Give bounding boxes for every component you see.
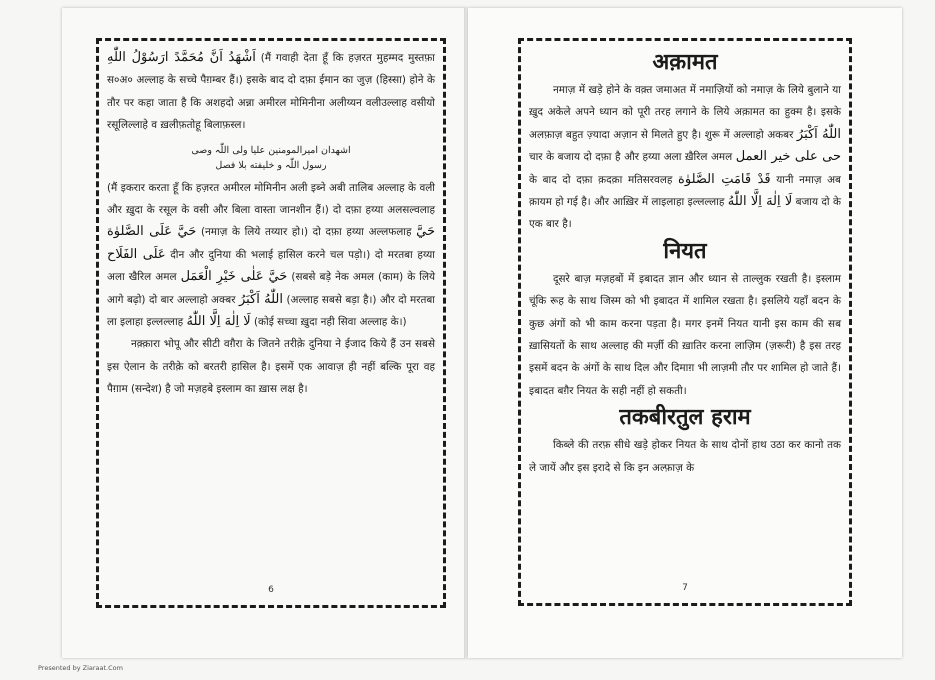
body-paragraph	[107, 177, 435, 334]
hindi-text: दीन और दुनिया की भलाई हासिल करने चल पड़ो।) दो मरतबा हय्या अला खैरिल अमल	[107, 248, 435, 284]
hindi-text: (कोई सच्चा ख़ुदा नही सिवा अल्लाह के।)	[250, 316, 407, 329]
hindi-text: यानी नमाज़ अब क़ायम हो गई है। और आख़िर में लाइलाहा इल्लल्लाह	[529, 173, 841, 209]
hindi-text: (सबसे बड़े नेक अमल (काम) के लिये आगे बढ़ो) दो बार अल्लाहो अक्बर	[107, 271, 436, 306]
arabic-verse-line: رسول اللّٰہ و خلیفته بلا فصل	[215, 159, 327, 171]
page-number-left: 6	[268, 585, 274, 595]
body-paragraph	[107, 47, 435, 137]
left-page	[62, 8, 467, 658]
hindi-text: बजाय दो के एक बार है।	[529, 196, 841, 231]
hindi-text: चार के बजाय दो दफ़ा है और हय्या अला ख़ैरिल अमल	[529, 151, 736, 164]
arabic-phrase: حَيَّ عَلَى الفَلَاح	[107, 224, 435, 262]
arabic-verse-line: اشهدان امیرالمومنین علیا ولی اللّٰہ وصی	[191, 144, 351, 156]
arabic-verse-block	[107, 143, 435, 173]
hindi-text: (नमाज़ के लिये तय्यार हो।) दो दफ़ा हय्या अल्लफलाह	[196, 226, 417, 239]
body-paragraph	[529, 79, 841, 236]
arabic-phrase: اَشْهَدُ اَنَّ مُحَمَّدً ارَسُوْلُ اللّٰهِ	[107, 50, 256, 65]
arabic-phrase: لَا اِلٰهَ اِلَّا اللّٰهُ	[186, 314, 251, 330]
hindi-text: (मैं इकरार करता हूँ कि हज़रत अमीरल मोमिनीन अली इब्ने अबी तालिब अल्लाह के वली और ख़ुदा के रसूल के वसी और बिला वास्ता जानशीन हैं।) दो दफ़ा हय्या अलसल्वलाह	[107, 181, 435, 217]
left-page-text	[107, 47, 435, 401]
hindi-text: दूसरे बाज़ मज़हबों में इबादत ज्ञान और ध्यान से ताल्लुक रखती है। इस्लाम चूंकि रूह के साथ जिस्म को भी इबादत में शामिल रखता है। इसलिये यहाँ बदन के कुछ अंगों को भी काम करना पड़ता है। मगर इनमें नियत यानी इस काम की सब ख़ासियतों के साथ अल्लाह की मर्ज़ी की ख़ातिर करना लाज़िम (ज़रूरी) है इस तरह इसमें बदन के अंगों के साथ दिल और दिमाग़ भी लाज़मी तौर पर शामिल हो जाते हैं। इबादत बग़ैर नियत के सही नहीं हो सकती।	[529, 272, 841, 397]
arabic-phrase: قَدْ قَامَتِ الصَّلوٰة	[678, 171, 771, 187]
right-page	[468, 8, 902, 658]
body-paragraph	[107, 333, 435, 400]
footer-credit: Presented by Ziaraat.Com	[38, 664, 123, 672]
arabic-phrase: اللّٰهُ اَكْبَرُ	[238, 291, 283, 307]
arabic-phrase: حی علی خیر العمل	[735, 149, 841, 165]
hindi-text: (अल्लाह सबसे बड़ा है।) और दो मरतबा ला इलाहा इल्लल्लाह	[107, 293, 435, 329]
hindi-text: किब्ले की तरफ़ सीधे खड़े होकर नियत के साथ दोनों हाथ उठा कर कानो तक ले जायें और इस इरादे से कि इन अल्फ़ाज़ के	[529, 439, 841, 474]
section-heading: अक़ामत	[652, 50, 718, 75]
body-paragraph	[529, 268, 841, 402]
right-page-border	[518, 38, 852, 606]
body-paragraph	[529, 434, 841, 479]
arabic-phrase: حَيَّ عَلٰى خَيْرِ الْعَمَل	[180, 269, 288, 285]
hindi-text: नमाज़ में खड़े होने के वक़्त जमाअत में नमाज़ियों को नमाज़ के लिये बुलाने या ख़ुद अकेले अपने ध्यान को पूरी तरह लगाने के लिये अक़ामत का हुक्म है। इसके अलफ़ाज़ बहुत ज़्यादा अज़ान से मिलते हुए है। शुरू में अल्लाहो अकबर	[529, 84, 841, 141]
section-heading: नियत	[663, 238, 707, 264]
right-page-text	[529, 47, 841, 479]
arabic-phrase: اللّٰهُ اَكْبَرُ	[796, 126, 842, 142]
arabic-phrase: حَيَّ عَلَى الصَّلوٰة	[107, 224, 197, 240]
page-number-right: 7	[682, 583, 688, 593]
left-page-border	[96, 38, 446, 608]
hindi-text: के बाद दो दफ़ा क़दक़ा मतिसरवलह	[529, 173, 679, 186]
hindi-text: नक़्क़ारा भोपू और सीटी वग़ैरा के जितने तरीक़े दुनिया ने ईजाद किये हैं उन सबसे इस ऐलान के तरीक़े को बरतरी हासिल है। इसमें एक आवाज़ ही नहीं बल्कि पूरा वह पैग़ाम (सन्देश) है जो मज़हबे इस्लाम का ख़ास लक्ष है।	[107, 338, 435, 396]
section-heading: तकबीरतुल हराम	[619, 405, 751, 431]
hindi-text: (मैं गवाही देता हूँ कि हज़रत मुहम्मद मुस्तफ़ा स०अ० अल्लाह के सच्चे पैग़म्बर हैं।) इसके बाद दो दफ़ा ईमान का जुज़ (हिस्सा) होने के तौर पर कहा जाता है कि अशहदो अन्ना अमीरल मोमिनीना अलीय्यन वलीउल्लाह वसीयो रसूलिल्लाहे व ख़लीफ़तोहू बिलाफ़स्ल।	[107, 52, 435, 132]
arabic-phrase: لَا اِلٰهَ اِلَّا اللّٰهُ	[727, 194, 793, 210]
